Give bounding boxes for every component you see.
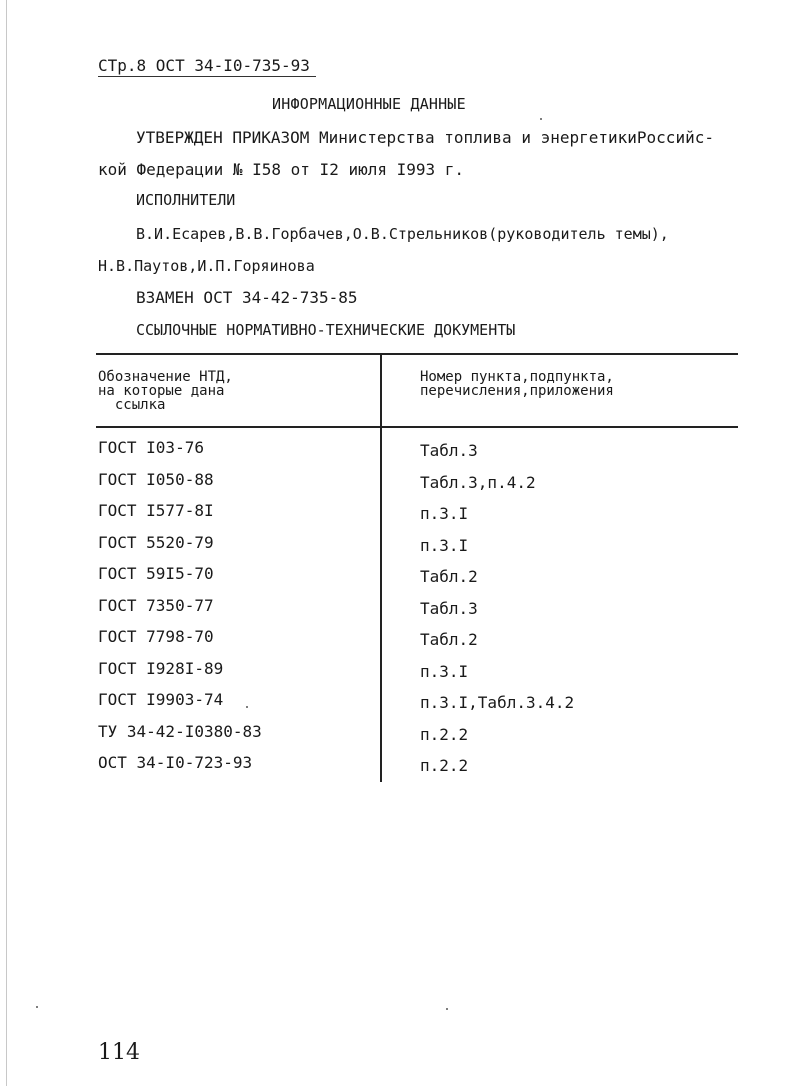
- table-header-clause: Номер пункта,подпункта, перечисления,приложения: [420, 369, 614, 399]
- clause-reference: Табл.3: [420, 598, 478, 618]
- table-row: [0, 533, 800, 565]
- page-header: СТр.8 ОСТ 34-I0-735-93: [98, 56, 310, 75]
- table-row: [0, 659, 800, 691]
- references-title: ССЫЛОЧНЫЕ НОРМАТИВНО-ТЕХНИЧЕСКИЕ ДОКУМЕНТЫ: [136, 321, 516, 339]
- document-designation: ГОСТ 7350-77: [98, 595, 214, 615]
- table-header-document: Обозначение НТД, на которые дана ссылка: [98, 369, 233, 413]
- clause-reference: п.3.I: [420, 661, 469, 681]
- table-row: [0, 596, 800, 628]
- document-designation: ГОСТ I928I-89: [98, 658, 224, 678]
- scan-speck: [446, 1008, 448, 1010]
- table-body: [0, 438, 800, 785]
- table-row: [0, 753, 800, 785]
- document-designation: ГОСТ 5520-79: [98, 532, 214, 552]
- clause-reference: Табл.3,п.4.2: [420, 472, 536, 492]
- approved-line-2: кой Федерации № I58 от I2 июля I993 г.: [98, 160, 465, 179]
- table-header-rule: [96, 426, 738, 428]
- table-top-rule: [96, 353, 738, 355]
- page-number: 114: [98, 1040, 140, 1065]
- scan-speck: [540, 118, 542, 120]
- clause-reference: п.2.2: [420, 724, 469, 744]
- replaces-line: ВЗАМЕН ОСТ 34-42-735-85: [136, 288, 358, 307]
- table-row: [0, 690, 800, 722]
- approved-line-1: УТВЕРЖДЕН ПРИКАЗОМ Министерства топлива и энергетикиРоссийс-: [136, 128, 714, 147]
- clause-reference: Табл.2: [420, 630, 478, 649]
- clause-reference: п.3.I,Табл.3.4.2: [420, 693, 575, 712]
- table-row: [0, 438, 800, 470]
- table-row: [0, 722, 800, 754]
- document-designation: ГОСТ I9903-74: [98, 690, 224, 709]
- clause-reference: Табл.2: [420, 567, 478, 586]
- clause-reference: п.2.2: [420, 756, 469, 775]
- scan-speck: [36, 1006, 38, 1008]
- document-designation: ГОСТ 7798-70: [98, 627, 214, 646]
- section-title: ИНФОРМАЦИОННЫЕ ДАННЫЕ: [272, 95, 466, 113]
- clause-reference: п.3.I: [420, 535, 469, 555]
- document-designation: ОСТ 34-I0-723-93: [98, 753, 253, 772]
- document-designation: ТУ 34-42-I0380-83: [98, 721, 262, 741]
- document-designation: ГОСТ I03-76: [98, 438, 204, 457]
- document-designation: ГОСТ 59I5-70: [98, 564, 214, 583]
- table-row: [0, 627, 800, 659]
- executors-line-1: В.И.Есарев,В.В.Горбачев,О.В.Стрельников(руководитель темы),: [136, 225, 669, 243]
- clause-reference: Табл.3: [420, 441, 478, 460]
- table-row: [0, 501, 800, 533]
- document-designation: ГОСТ I577-8I: [98, 501, 214, 520]
- table-row: [0, 470, 800, 502]
- clause-reference: п.3.I: [420, 504, 469, 523]
- scan-speck: [246, 706, 248, 708]
- executors-label: ИСПОЛНИТЕЛИ: [136, 191, 236, 209]
- header-underline: [98, 76, 316, 77]
- executors-line-2: Н.В.Паутов,И.П.Горяинова: [98, 257, 315, 275]
- table-row: [0, 564, 800, 596]
- document-designation: ГОСТ I050-88: [98, 469, 214, 489]
